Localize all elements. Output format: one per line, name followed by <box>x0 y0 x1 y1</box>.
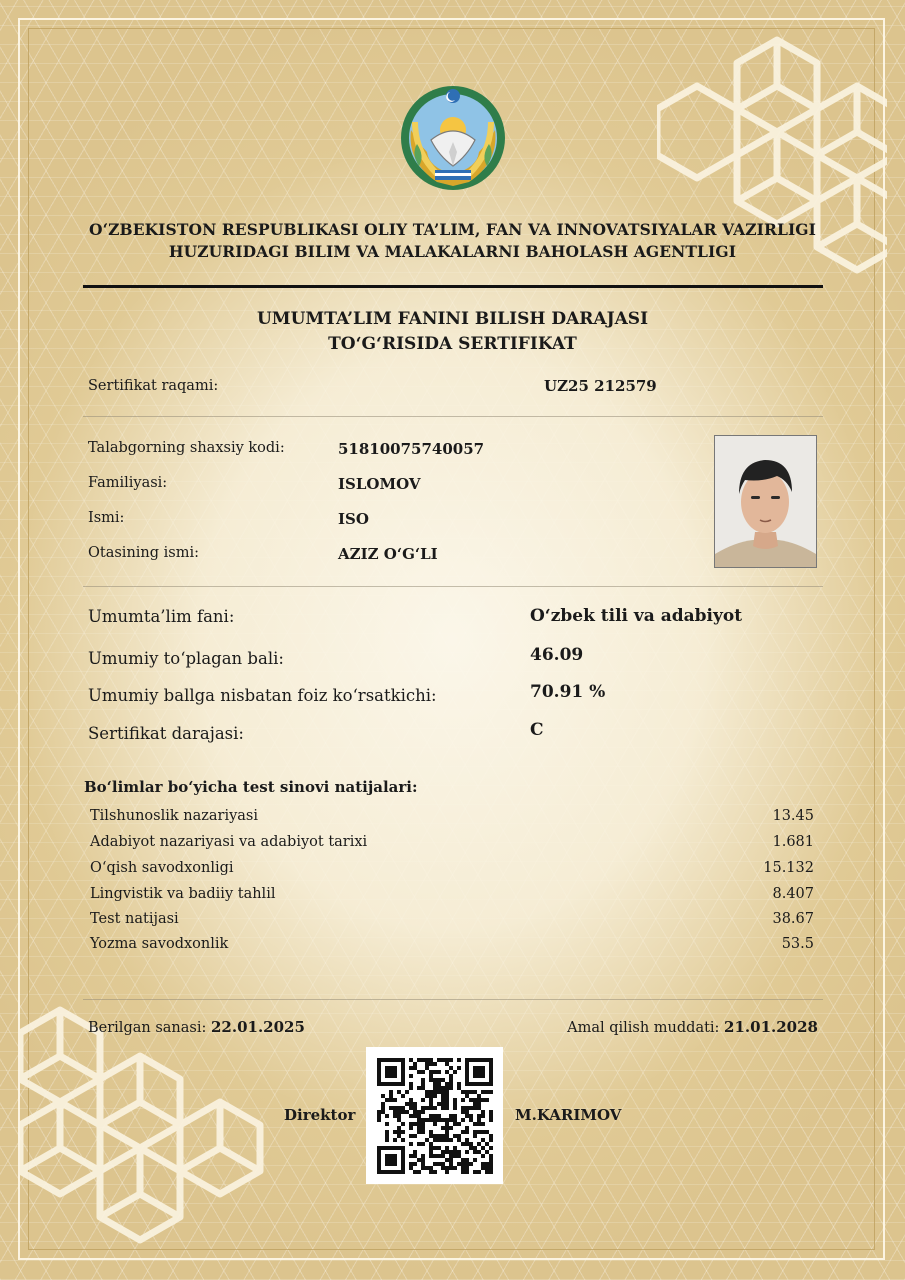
grade-value: C <box>530 720 544 740</box>
result-value: 15.132 <box>763 860 814 876</box>
issue-date-value: 22.01.2025 <box>210 1018 305 1036</box>
director-label: Direktor <box>284 1106 356 1124</box>
header-divider <box>83 285 823 288</box>
certificate-title-line-1: UMUMTA’LIM FANINI BILISH DARAJASI <box>256 309 649 329</box>
subject-label: Umumta’lim fani: <box>88 607 235 626</box>
certificate-number-label: Sertifikat raqami: <box>88 378 219 394</box>
issue-date <box>88 1018 305 1036</box>
result-value: 53.5 <box>781 936 814 952</box>
total-score-label: Umumiy to‘plagan bali: <box>88 649 284 668</box>
expiry-date <box>567 1018 818 1036</box>
result-name: Yozma savodxonlik <box>90 936 229 952</box>
divider <box>83 416 823 417</box>
result-name: Test natijasi <box>90 911 179 927</box>
surname-value: ISLOMOV <box>338 475 421 493</box>
expiry-date-value: 21.01.2028 <box>724 1018 818 1036</box>
result-name: Tilshunoslik nazariyasi <box>90 808 258 824</box>
first-name-label: Ismi: <box>88 510 125 526</box>
total-score-value: 46.09 <box>530 645 584 665</box>
result-row <box>90 911 814 937</box>
qr-code-graphic <box>366 1047 503 1184</box>
result-name: O‘qish savodxonligi <box>90 860 234 876</box>
result-row <box>90 860 814 886</box>
divider <box>83 999 823 1000</box>
state-emblem-icon <box>397 82 509 194</box>
issue-date-label: Berilgan sanasi: <box>88 1020 207 1036</box>
organization-line-2: HUZURIDAGI BILIM VA MALAKALARNI BAHOLASH AGENTLIGI <box>168 242 737 261</box>
result-value: 8.407 <box>772 886 814 902</box>
subject-value: O‘zbek tili va adabiyot <box>530 606 743 626</box>
qr-code-icon[interactable] <box>366 1047 503 1184</box>
personal-code-value: 51810075740057 <box>338 440 485 458</box>
organization-line-1: O‘ZBEKISTON RESPUBLIKASI OLIY TA’LIM, FAN VA INNOVATSIYALAR VAZIRLIGI <box>88 220 816 239</box>
patronymic-label: Otasining ismi: <box>88 545 199 561</box>
holder-photo <box>714 435 817 568</box>
result-name: Lingvistik va badiiy tahlil <box>90 886 276 902</box>
certificate-title-line-2: TO‘G‘RISIDA SERTIFIKAT <box>328 334 577 354</box>
director-name: M.KARIMOV <box>515 1106 622 1124</box>
grade-label: Sertifikat darajasi: <box>88 724 244 743</box>
divider <box>83 586 823 587</box>
result-value: 38.67 <box>772 911 814 927</box>
patronymic-value: AZIZ O‘G‘LI <box>338 545 438 563</box>
result-row <box>90 834 814 860</box>
section-results-title: Bo‘limlar bo‘yicha test sinovi natijalari: <box>84 778 418 796</box>
expiry-date-label: Amal qilish muddati: <box>567 1020 720 1036</box>
portrait-image <box>715 436 816 567</box>
result-value: 13.45 <box>772 808 814 824</box>
percent-value: 70.91 % <box>530 682 606 702</box>
personal-code-label: Talabgorning shaxsiy kodi: <box>88 440 285 456</box>
percent-label: Umumiy ballga nisbatan foiz ko‘rsatkichi: <box>88 686 437 705</box>
result-name: Adabiyot nazariyasi va adabiyot tarixi <box>90 834 368 850</box>
result-row <box>90 886 814 912</box>
result-value: 1.681 <box>772 834 814 850</box>
surname-label: Familiyasi: <box>88 475 168 491</box>
first-name-value: ISO <box>338 510 369 528</box>
result-row <box>90 808 814 834</box>
certificate-number-value: UZ25 212579 <box>544 377 657 395</box>
result-row <box>90 936 814 962</box>
qr-modules <box>377 1058 493 1174</box>
